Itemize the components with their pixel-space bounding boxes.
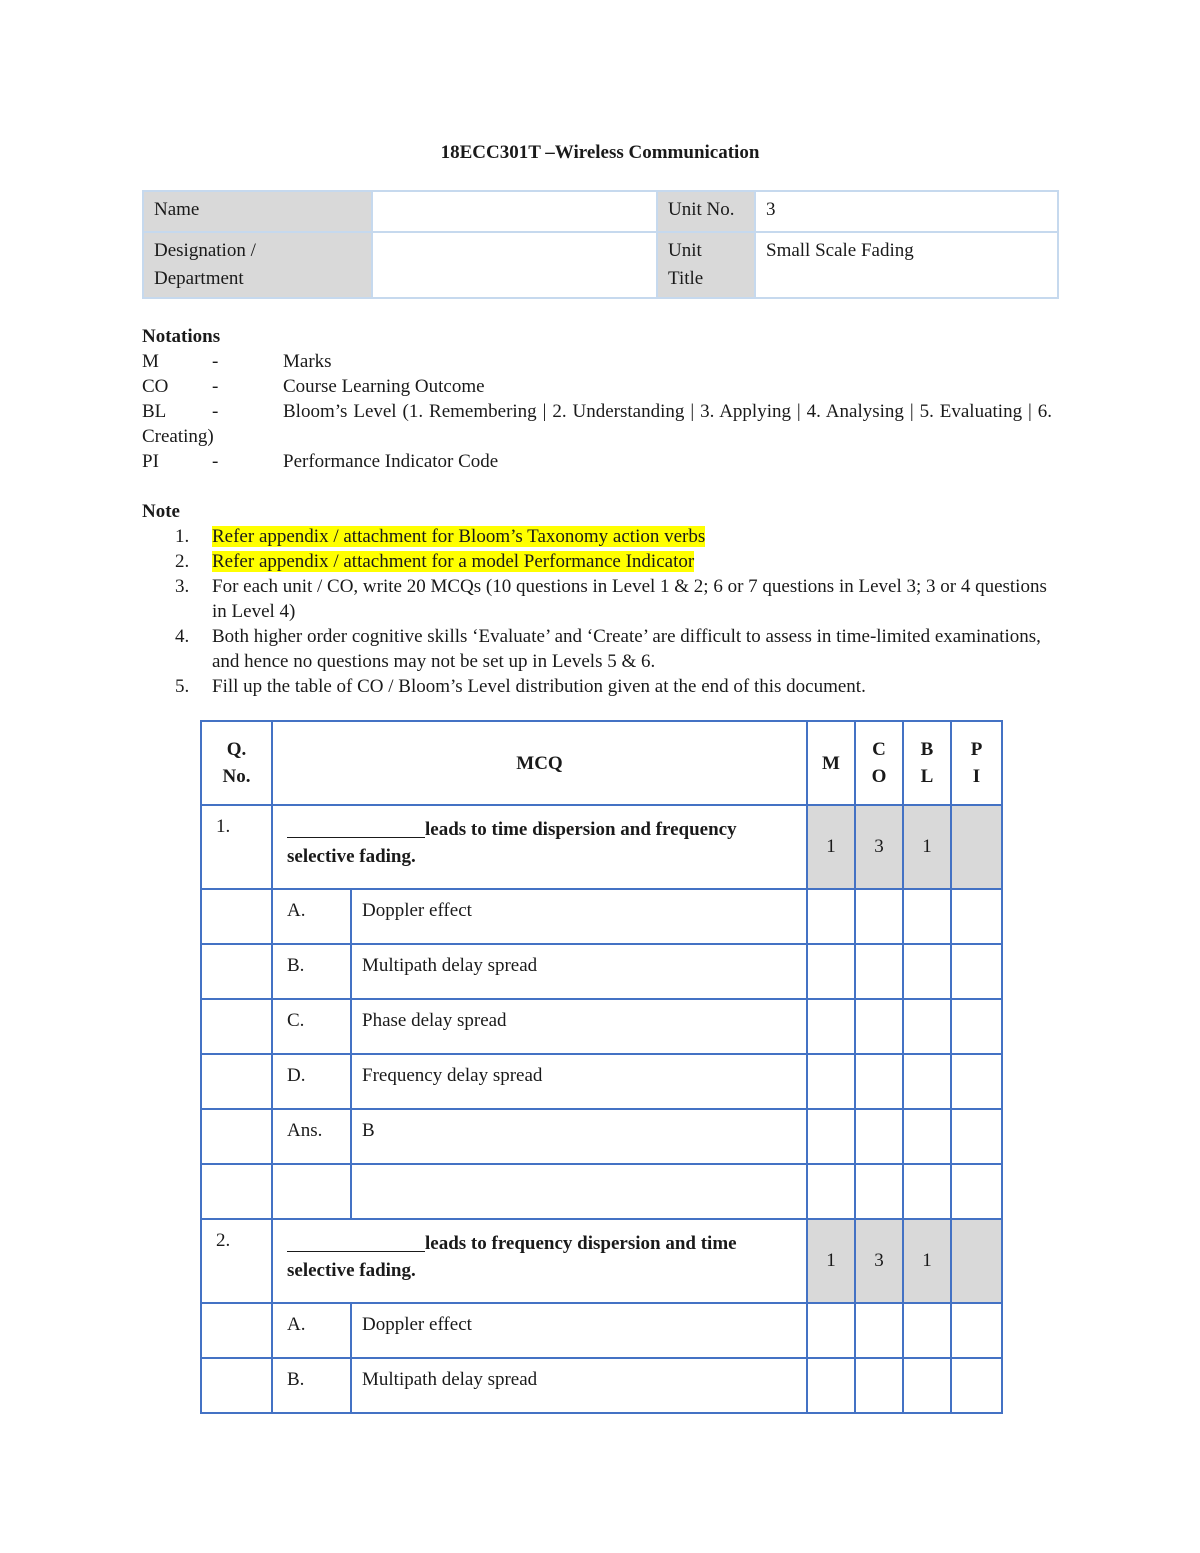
question-marks: 1	[807, 805, 855, 889]
note-item	[142, 524, 1062, 549]
notation-value: Performance Indicator Code	[283, 451, 499, 472]
info-divider-v3	[754, 192, 756, 297]
question-pi	[951, 1219, 1002, 1303]
header-pi: P I	[951, 721, 1002, 805]
header-m: M	[807, 721, 855, 805]
question-row	[201, 805, 1002, 889]
notation-dash: -	[212, 451, 219, 472]
note-number: 1.	[175, 526, 190, 547]
designation-label-line1: Designation /	[154, 240, 256, 261]
option-row	[201, 889, 1002, 944]
option-row	[201, 944, 1002, 999]
designation-value[interactable]	[373, 233, 656, 297]
notation-dash: -	[212, 376, 219, 397]
notation-pi	[142, 449, 1062, 474]
notation-key: CO	[142, 376, 169, 397]
note-number: 4.	[175, 626, 190, 647]
notations-section	[142, 324, 1062, 474]
header-mcq: MCQ	[272, 721, 807, 805]
name-value[interactable]	[373, 192, 656, 231]
note-text: For each unit / CO, write 20 MCQs (10 questions in Level 1 & 2; 6 or 7 questions in Level 3; 3 or 4 questions in Level 4)	[212, 576, 1047, 622]
option-label: C.	[272, 999, 351, 1054]
unit-title-label-line2: Title	[668, 268, 704, 289]
option-label: A.	[272, 889, 351, 944]
note-number: 5.	[175, 676, 190, 697]
option-row	[201, 1303, 1002, 1358]
question-pi	[951, 805, 1002, 889]
option-row	[201, 1054, 1002, 1109]
info-table	[142, 190, 1059, 299]
option-text: Doppler effect	[351, 1303, 807, 1358]
unit-title-label	[658, 233, 754, 297]
info-divider-h	[144, 231, 1057, 233]
notation-dash: -	[212, 401, 219, 422]
option-label: B.	[272, 944, 351, 999]
notation-key: M	[142, 351, 159, 372]
question-bl: 1	[903, 1219, 951, 1303]
fill-blank	[287, 1232, 425, 1252]
option-text: Multipath delay spread	[351, 944, 807, 999]
question-marks: 1	[807, 1219, 855, 1303]
option-text: Frequency delay spread	[351, 1054, 807, 1109]
fill-blank	[287, 818, 425, 838]
notation-value: Marks	[283, 351, 332, 372]
empty-row	[201, 1164, 1002, 1219]
header-qno: Q. No.	[201, 721, 272, 805]
notation-value: Bloom’s Level (1. Remembering | 2. Understanding | 3. Applying | 4. Analysing | 5. Evaluating | 6. Creating)	[142, 401, 1052, 447]
option-label: B.	[272, 1358, 351, 1413]
question-row	[201, 1219, 1002, 1303]
question-number: 2.	[201, 1219, 272, 1303]
unit-no-value: 3	[766, 199, 776, 220]
option-text: Phase delay spread	[351, 999, 807, 1054]
note-number: 2.	[175, 551, 190, 572]
note-section	[142, 499, 1062, 699]
table-header-row	[201, 721, 1002, 805]
document-title: 18ECC301T –Wireless Communication	[440, 142, 760, 163]
notation-bl	[142, 399, 1062, 449]
designation-label-line2: Department	[154, 268, 244, 289]
note-heading: Note	[142, 501, 180, 522]
note-item	[142, 674, 1062, 699]
notation-dash: -	[212, 351, 219, 372]
question-stem: leads to time dispersion and frequency selective fading.	[272, 805, 807, 889]
unit-no-label: Unit No.	[658, 192, 754, 231]
option-label: D.	[272, 1054, 351, 1109]
unit-title-value: Small Scale Fading	[766, 240, 914, 261]
header-bl: B L	[903, 721, 951, 805]
notation-key: BL	[142, 401, 167, 422]
option-text: Multipath delay spread	[351, 1358, 807, 1413]
notation-key: PI	[142, 451, 159, 472]
notation-value: Course Learning Outcome	[283, 376, 485, 397]
question-number: 1.	[201, 805, 272, 889]
answer-label: Ans.	[272, 1109, 351, 1164]
question-bl: 1	[903, 805, 951, 889]
answer-row	[201, 1109, 1002, 1164]
question-co: 3	[855, 805, 903, 889]
option-row	[201, 1358, 1002, 1413]
question-co: 3	[855, 1219, 903, 1303]
note-text: Fill up the table of CO / Bloom’s Level distribution given at the end of this document.	[212, 676, 866, 697]
header-co: C O	[855, 721, 903, 805]
notations-heading: Notations	[142, 326, 221, 347]
note-item	[142, 624, 1062, 674]
note-item	[142, 574, 1062, 624]
note-text-highlighted: Refer appendix / attachment for Bloom’s Taxonomy action verbs	[212, 526, 706, 547]
answer-value: B	[351, 1109, 807, 1164]
name-label: Name	[144, 192, 371, 231]
designation-label	[144, 233, 371, 297]
info-divider-v1	[371, 192, 373, 297]
question-stem: leads to frequency dispersion and time selective fading.	[272, 1219, 807, 1303]
unit-title-label-line1: Unit	[668, 240, 702, 261]
notation-m	[142, 349, 1062, 374]
option-label: A.	[272, 1303, 351, 1358]
notation-co	[142, 374, 1062, 399]
mcq-table	[200, 720, 1003, 1414]
option-text: Doppler effect	[351, 889, 807, 944]
note-number: 3.	[175, 576, 190, 597]
note-text-highlighted: Refer appendix / attachment for a model Performance Indicator	[212, 551, 695, 572]
note-list	[142, 524, 1062, 699]
info-divider-v2	[656, 192, 658, 297]
option-row	[201, 999, 1002, 1054]
note-item	[142, 549, 1062, 574]
note-text: Both higher order cognitive skills ‘Evaluate’ and ‘Create’ are difficult to assess in time-limited examinations, and hence no questions may not be set up in Levels 5 & 6.	[212, 626, 1041, 672]
